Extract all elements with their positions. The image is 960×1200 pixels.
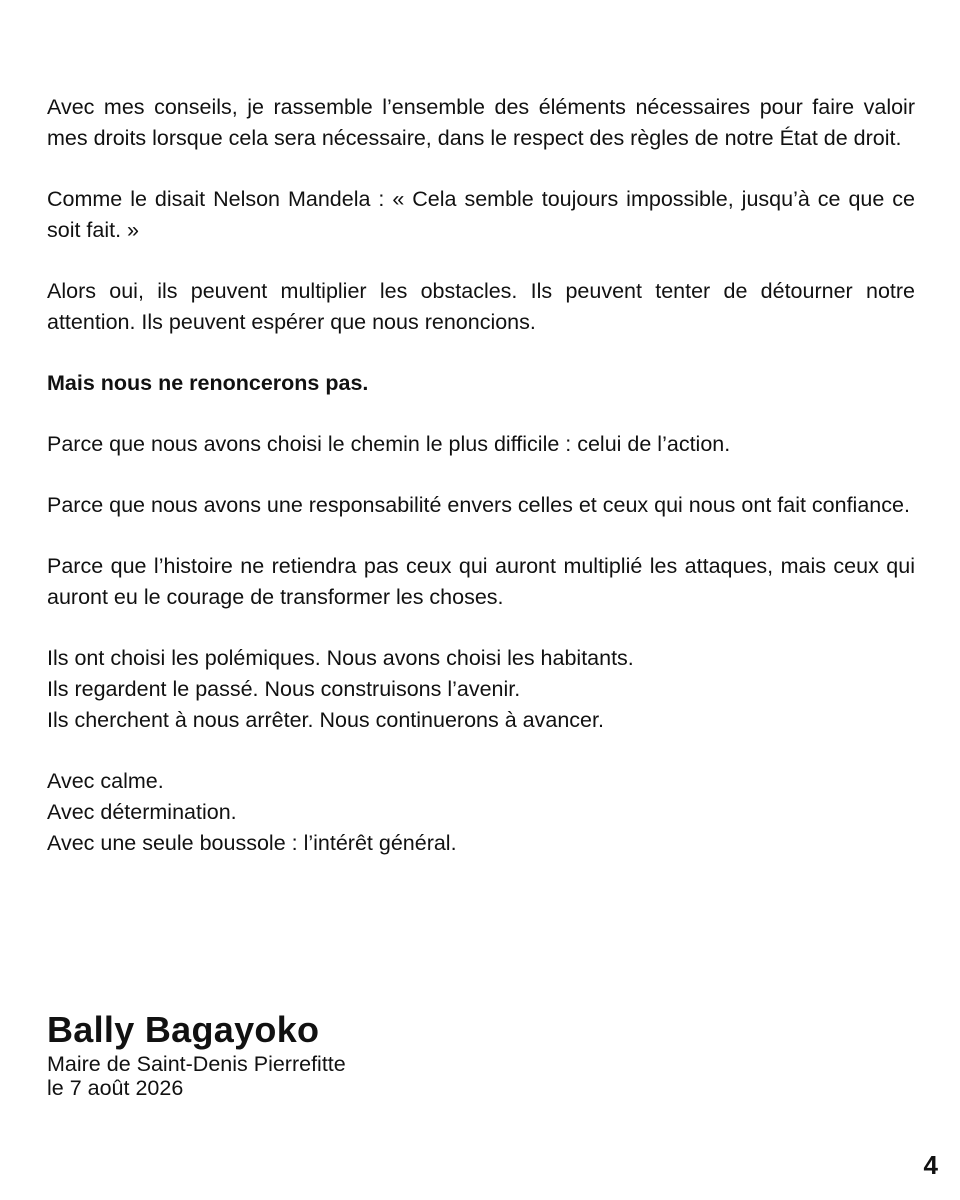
signature-block [47,1008,346,1100]
letter-body [47,92,915,889]
paragraph-action: Parce que nous avons choisi le chemin le plus difficile : celui de l’action. [47,432,731,456]
signature-date: le 7 août 2026 [47,1076,184,1100]
contrast-line: Ils cherchent à nous arrêter. Nous continuerons à avancer. [47,708,604,732]
signature-role: Maire de Saint-Denis Pierrefitte [47,1052,346,1076]
paragraph-obstacles: Alors oui, ils peuvent multiplier les obstacles. Ils peuvent tenter de détourner notre attention. Ils peuvent espérer que nous renoncions. [47,279,915,334]
closing-line: Avec calme. [47,769,164,793]
closing-line: Avec une seule boussole : l’intérêt général. [47,831,457,855]
paragraph-histoire: Parce que l’histoire ne retiendra pas ceux qui auront multiplié les attaques, mais ceux qui auront eu le courage de transformer les choses. [47,554,915,609]
signature-name: Bally Bagayoko [47,1009,320,1050]
closing-line: Avec détermination. [47,800,237,824]
contrast-line: Ils regardent le passé. Nous construisons l’avenir. [47,677,521,701]
paragraph-emphasis: Mais nous ne renoncerons pas. [47,371,369,395]
paragraph-responsabilite: Parce que nous avons une responsabilité envers celles et ceux qui nous ont fait confiance. [47,493,910,517]
paragraph-conseils: Avec mes conseils, je rassemble l’ensemble des éléments nécessaires pour faire valoir mes droits lorsque cela sera nécessaire, dans le respect des règles de notre État de droit. [47,95,915,150]
paragraph-mandela-quote: Comme le disait Nelson Mandela : « Cela semble toujours impossible, jusqu’à ce que ce soit fait. » [47,187,915,242]
contrast-block [47,643,915,736]
closing-block [47,766,915,859]
contrast-line: Ils ont choisi les polémiques. Nous avons choisi les habitants. [47,646,634,670]
page-number: 4 [923,1150,938,1180]
